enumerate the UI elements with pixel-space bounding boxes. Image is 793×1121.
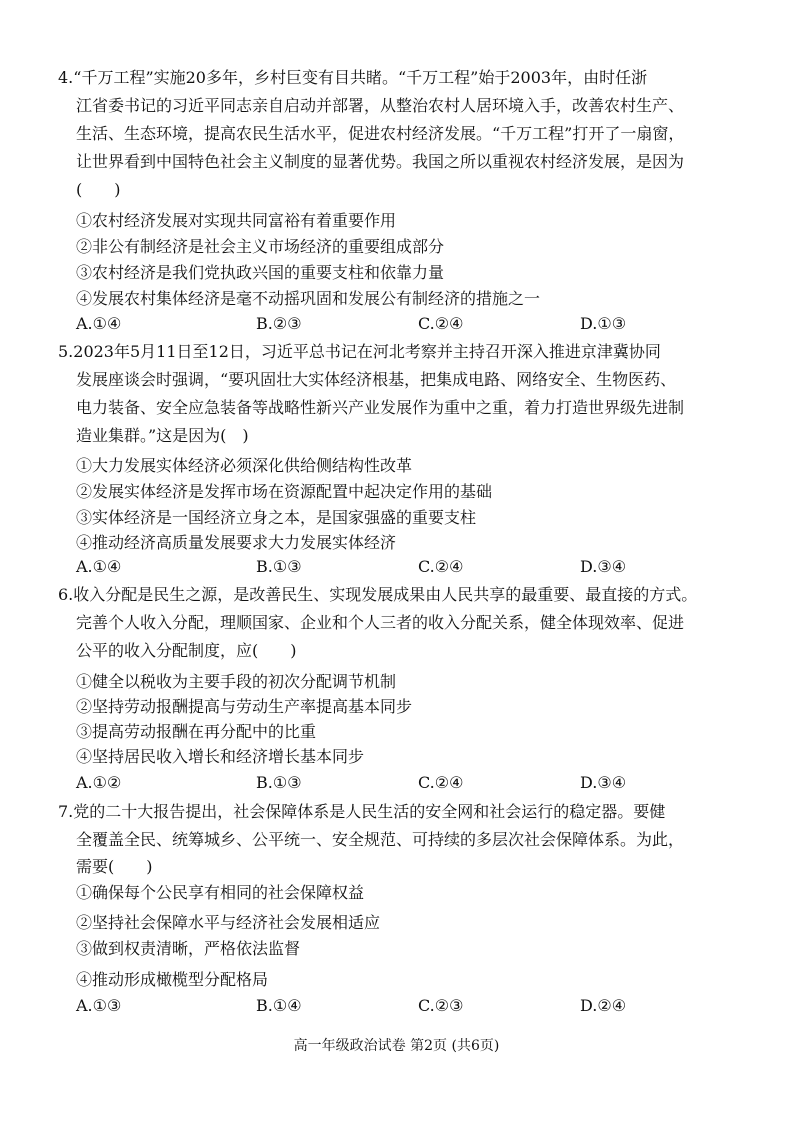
statement-item: ④发展农村集体经济是毫不动摇巩固和发展公有制经济的措施之一: [76, 289, 541, 308]
question-stem-line: 5.2023年5月11日至12日，习近平总书记在河北考察并主持召开深入推进京津冀协同: [58, 342, 661, 361]
statement-item: ②非公有制经济是社会主义市场经济的重要组成部分: [76, 237, 445, 256]
option-c: C.②④: [418, 314, 464, 333]
option-d: D.③④: [580, 773, 627, 792]
statement-item: ②坚持劳动报酬提高与劳动生产率提高基本同步: [76, 697, 413, 716]
option-a: A.①④: [76, 314, 122, 333]
option-a: A.①②: [76, 773, 122, 792]
option-c: C.②④: [418, 773, 464, 792]
statement-item: ①确保每个公民享有相同的社会保障权益: [76, 883, 365, 902]
option-d: D.②④: [580, 996, 627, 1015]
option-a: A.①④: [76, 557, 122, 576]
statement-item: ④坚持居民收入增长和经济增长基本同步: [76, 747, 365, 766]
statement-item: ③农村经济是我们党执政兴国的重要支柱和依靠力量: [76, 263, 445, 282]
answer-blank: ( ): [76, 180, 121, 199]
statement-item: ①大力发展实体经济必须深化供给侧结构性改革: [76, 456, 413, 475]
question-stem-line: 生活、生态环境，提高农民生活水平，促进农村经济发展。“千万工程”打开了一扇窗，: [76, 124, 685, 143]
question-stem-line: 4.“千万工程”实施20多年，乡村巨变有目共睹。“千万工程”始于2003年，由时任浙: [58, 68, 648, 87]
option-d: D.③④: [580, 557, 627, 576]
option-c: C.②③: [418, 996, 464, 1015]
question-stem-line: 江省委书记的习近平同志亲自启动并部署，从整治农村人居环境入手，改善农村生产、: [76, 96, 685, 115]
option-b: B.①③: [256, 557, 302, 576]
question-stem-line: 发展座谈会时强调，“要巩固壮大实体经济根基，把集成电路、网络安全、生物医药、: [76, 370, 677, 389]
statement-item: ③提高劳动报酬在再分配中的比重: [76, 722, 317, 741]
option-d: D.①③: [580, 314, 627, 333]
question-stem-line: 需要( ): [76, 857, 153, 876]
question-stem-line: 让世界看到中国特色社会主义制度的显著优势。我国之所以重视农村经济发展，是因为: [76, 152, 685, 171]
question-stem-line: 完善个人收入分配，理顺国家、企业和个人三者的收入分配关系，健全体现效率、促进: [76, 613, 685, 632]
statement-item: ④推动形成橄榄型分配格局: [76, 970, 269, 989]
question-stem-line: 电力装备、安全应急装备等战略性新兴产业发展作为重中之重，着力打造世界级先进制: [76, 398, 685, 417]
statement-item: ④推动经济高质量发展要求大力发展实体经济: [76, 533, 397, 552]
question-stem-line: 7.党的二十大报告提出，社会保障体系是人民生活的安全网和社会运行的稳定器。要健: [58, 802, 666, 821]
question-stem-line: 6.收入分配是民生之源，是改善民生、实现发展成果由人民共享的最重要、最直接的方式。: [58, 585, 698, 604]
option-c: C.②④: [418, 557, 464, 576]
statement-item: ③做到权责清晰，严格依法监督: [76, 939, 301, 958]
statement-item: ①农村经济发展对实现共同富裕有着重要作用: [76, 211, 397, 230]
option-a: A.①③: [76, 996, 122, 1015]
page-footer: 高一年级政治试卷 第2页 (共6页): [293, 1038, 500, 1054]
question-stem-line: 全覆盖全民、统筹城乡、公平统一、安全规范、可持续的多层次社会保障体系。为此，: [76, 830, 685, 849]
question-stem-line: 公平的收入分配制度，应( ): [76, 641, 297, 660]
option-b: B.①③: [256, 773, 302, 792]
option-b: B.②③: [256, 314, 302, 333]
option-b: B.①④: [256, 996, 302, 1015]
question-stem-line: 造业集群。”这是因为( ): [76, 426, 249, 445]
statement-item: ①健全以税收为主要手段的初次分配调节机制: [76, 672, 397, 691]
statement-item: ②坚持社会保障水平与经济社会发展相适应: [76, 913, 381, 932]
statement-item: ②发展实体经济是发挥市场在资源配置中起决定作用的基础: [76, 482, 493, 501]
statement-item: ③实体经济是一国经济立身之本，是国家强盛的重要支柱: [76, 508, 477, 527]
